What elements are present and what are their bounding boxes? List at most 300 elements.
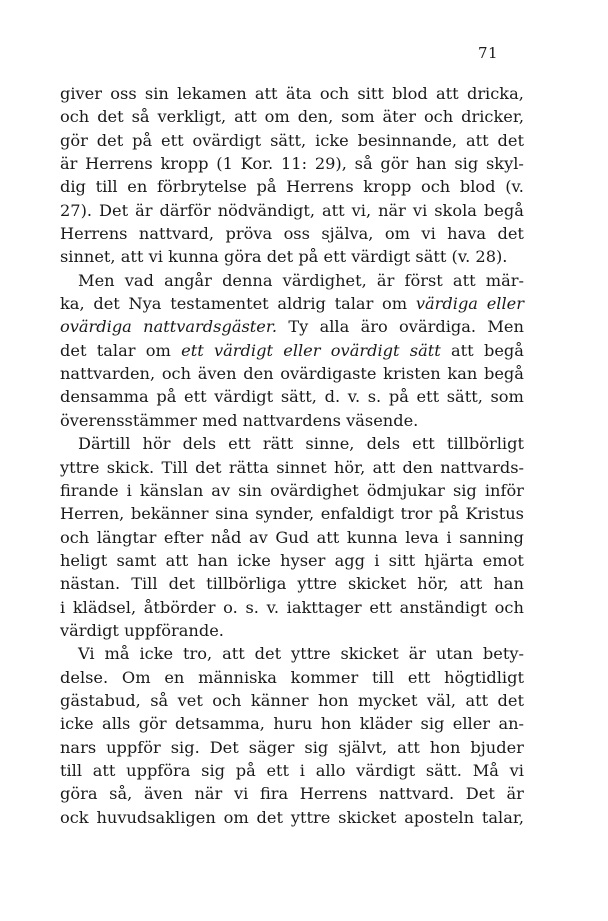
word: på [298, 247, 319, 267]
word: ovärdiga. [399, 317, 477, 337]
word: även [197, 364, 237, 384]
word: kropp [363, 177, 412, 197]
word: att [459, 574, 483, 594]
word: om [384, 224, 410, 244]
word: enfaldigt [320, 504, 394, 524]
italic-word: eller [486, 294, 524, 314]
word: ett [266, 760, 290, 780]
word: är [60, 154, 78, 174]
word: att [436, 84, 459, 103]
text-line [60, 572, 524, 595]
word: gör [380, 154, 409, 174]
word: Nya [128, 294, 162, 314]
word: blod [392, 84, 428, 103]
text-line [60, 782, 524, 805]
text-line [60, 409, 524, 432]
word: att [322, 200, 345, 220]
word: Ty [288, 317, 309, 337]
word: det [60, 340, 87, 360]
word: heligt [60, 550, 108, 570]
word: sitt [388, 550, 416, 570]
word: ett [228, 434, 251, 454]
word: bety- [482, 644, 524, 664]
word: på [388, 387, 409, 407]
word: uppför [106, 737, 161, 757]
word: vi [421, 224, 436, 244]
word: yttre [297, 574, 337, 594]
word: kan [447, 364, 478, 384]
word: att [465, 690, 489, 710]
word: huru [273, 714, 313, 734]
word: huvudsakligen [96, 807, 216, 827]
word: efter [163, 527, 204, 547]
text-line [60, 222, 524, 245]
word: ödmjukar [366, 480, 445, 500]
text-line [60, 385, 524, 408]
word: är [408, 644, 427, 664]
word: den [243, 364, 274, 384]
word: sina [215, 504, 249, 524]
word: ock [60, 807, 89, 827]
word: därför [159, 200, 211, 220]
word: i [126, 480, 132, 500]
text-line [60, 432, 524, 455]
word: inför [484, 480, 524, 500]
text-line [60, 175, 524, 198]
word: på [156, 387, 177, 407]
word: om [264, 107, 290, 127]
word: Men [487, 317, 524, 337]
word: är [376, 270, 395, 290]
word: dels [182, 434, 217, 454]
word: ovärdigaste [280, 364, 377, 384]
word: emot [482, 550, 524, 570]
word: alls [102, 714, 131, 734]
word: begå [483, 200, 524, 220]
word: det [497, 224, 524, 244]
word: ett [323, 247, 347, 267]
word: detsamma, [175, 714, 265, 734]
text-line [60, 736, 524, 759]
word: är [506, 784, 524, 804]
word: kunna [168, 247, 219, 267]
word: sinne, [305, 434, 355, 454]
word: väl, [426, 690, 457, 710]
word: 11: [280, 154, 308, 174]
word: sinnet [276, 457, 327, 477]
word: sig [452, 480, 477, 500]
word: hjärta [424, 550, 474, 570]
word: ett [161, 130, 184, 150]
word: skicket [340, 644, 399, 664]
word: sig [420, 714, 445, 734]
text-line [60, 245, 524, 268]
word: i [299, 760, 305, 780]
word: är [135, 200, 153, 220]
word: rätt [262, 434, 294, 454]
word: eller [452, 714, 491, 734]
text-line [60, 269, 524, 292]
word: talar, [481, 807, 524, 827]
word: människa [198, 667, 277, 687]
italic-word: nattvardsgäster. [143, 317, 277, 337]
word: ett [412, 434, 435, 454]
word: oss [283, 224, 310, 244]
word: det [256, 807, 283, 827]
word: i [60, 597, 66, 617]
word: att [222, 644, 245, 664]
word: fira [259, 784, 289, 804]
word: det [97, 107, 124, 127]
word: (1 [216, 154, 233, 174]
italic-word: sätt [409, 340, 441, 360]
word: (v. [505, 177, 524, 197]
word: tro, [183, 644, 213, 664]
word: yttre [291, 644, 331, 664]
word: längtar [96, 527, 157, 547]
word: aposteln [404, 807, 475, 827]
word: hyser [280, 550, 326, 570]
word: han [493, 574, 524, 594]
word: vet [177, 690, 203, 710]
word: Till [131, 574, 158, 594]
word: ovärdighet [270, 480, 359, 500]
text-line [60, 362, 524, 385]
word: s. [245, 597, 259, 617]
word: ka, [60, 294, 85, 314]
word: nattvarden, [60, 364, 156, 384]
word: till [60, 760, 83, 780]
word: att [452, 270, 476, 290]
text-line [60, 642, 524, 665]
word: uppföra [126, 760, 191, 780]
word: som [341, 107, 375, 127]
word: dig [60, 177, 86, 197]
word: så [150, 690, 169, 710]
word: firande [60, 480, 119, 500]
word: Om [121, 667, 151, 687]
word: så [354, 154, 373, 174]
word: alla [319, 317, 350, 337]
italic-word: värdiga [415, 294, 478, 314]
word: kommer [290, 667, 359, 687]
word: det [497, 690, 524, 710]
word: att [120, 247, 144, 267]
word: värdigt [351, 247, 411, 267]
word: delse. [60, 667, 109, 687]
word: ett [183, 387, 207, 407]
word: giver [60, 84, 103, 103]
word: väsende. [346, 410, 419, 430]
word: som [490, 387, 524, 407]
word: blod [459, 177, 496, 197]
word: vi [509, 760, 524, 780]
word: pröva [225, 224, 273, 244]
word: nars [60, 737, 97, 757]
word: känner [250, 690, 309, 710]
text-line [60, 502, 524, 525]
word: sitt [357, 84, 384, 103]
word: ett [369, 597, 392, 617]
word: tillbörliga [206, 574, 287, 594]
word: hava [447, 224, 487, 244]
word: så [131, 107, 150, 127]
word: till [95, 177, 118, 197]
word: det [93, 294, 120, 314]
word: nåd [210, 527, 242, 547]
word: gästabud, [60, 690, 141, 710]
word: även [143, 784, 183, 804]
text-line [60, 759, 524, 782]
word: icke [315, 130, 349, 150]
word: icke [139, 644, 174, 664]
word: av [248, 527, 268, 547]
word: Herrens [299, 784, 368, 804]
italic-word: ovärdiga [60, 317, 132, 337]
word: anständigt [399, 597, 487, 617]
word: på [235, 760, 256, 780]
word: begå [483, 340, 524, 360]
word: agg [334, 550, 365, 570]
word: att [372, 457, 396, 477]
word: mär- [485, 270, 524, 290]
word: uppförande. [124, 620, 224, 640]
word: Herrens [85, 154, 153, 174]
word: leva [405, 527, 439, 547]
word: densamma [60, 387, 149, 407]
word: icke [237, 550, 271, 570]
italic-word: eller [283, 340, 321, 360]
word: och [60, 527, 90, 547]
word: 27). [60, 200, 93, 220]
word: förbrytelse [156, 177, 247, 197]
word: nattvard. [378, 784, 455, 804]
word: angår [164, 270, 212, 290]
word: talar [96, 340, 136, 360]
word: sin [238, 480, 263, 500]
word: på [256, 177, 277, 197]
word: lekamen [177, 84, 247, 103]
word: sig [304, 737, 329, 757]
word: och [60, 107, 90, 127]
word: dels [366, 434, 401, 454]
word: Må [472, 760, 499, 780]
word: Gud [275, 527, 310, 547]
word: begå [483, 364, 524, 384]
word: tillbörligt [446, 434, 524, 454]
text-line [60, 152, 524, 175]
word: sätt, [270, 130, 307, 150]
word: att [316, 527, 340, 547]
text-line [60, 549, 524, 572]
word: aldrig [277, 294, 326, 314]
word: i [446, 527, 452, 547]
word: det [254, 644, 282, 664]
word: att [234, 107, 257, 127]
text-line [60, 596, 524, 619]
text-line [60, 456, 524, 479]
word: ett [407, 667, 431, 687]
word: vi [148, 247, 163, 267]
word: hör [142, 434, 171, 454]
word: det [497, 130, 524, 150]
word: Kor. [240, 154, 274, 174]
word: dricker, [461, 107, 524, 127]
word: 29), [314, 154, 347, 174]
word: nattvard, [138, 224, 215, 244]
word: och [494, 597, 524, 617]
word: 28). [475, 247, 508, 267]
text-line [60, 339, 524, 362]
word: sig [201, 760, 226, 780]
word: kropp [160, 154, 209, 174]
word: nödvändigt, [217, 200, 316, 220]
word: sätt [415, 247, 447, 267]
word: och [423, 107, 454, 127]
word: skicket [347, 574, 407, 594]
word: själva, [321, 224, 374, 244]
word: av [211, 480, 231, 500]
word: synder, [255, 504, 315, 524]
word: (v. [451, 247, 471, 267]
text-line [60, 82, 524, 105]
text-line [60, 479, 524, 502]
word: skyl- [485, 154, 524, 174]
word: att [165, 550, 189, 570]
word: det [266, 247, 294, 267]
word: skicket [338, 807, 397, 827]
word: och [420, 177, 451, 197]
word: högtidligt [444, 667, 524, 687]
word: bekänner [130, 504, 209, 524]
word: Till [161, 457, 188, 477]
italic-word: värdigt [214, 340, 273, 360]
word: besinnande, [357, 130, 458, 150]
word: till [372, 667, 395, 687]
word: sätt. [425, 760, 462, 780]
word: han [197, 550, 228, 570]
word: o. [223, 597, 238, 617]
word: kristen [383, 364, 441, 384]
word: v. [266, 597, 279, 617]
word: värdigt [356, 760, 416, 780]
word: nästan. [60, 574, 121, 594]
text-line [60, 712, 524, 735]
word: och [319, 84, 350, 103]
text-line [60, 129, 524, 152]
word: och [161, 364, 192, 384]
word: självt, [338, 737, 388, 757]
text-line [60, 689, 524, 712]
word: kunna [346, 527, 398, 547]
word: en [164, 667, 185, 687]
word: om [145, 340, 171, 360]
word: Kristus [465, 504, 524, 524]
word: dricka, [466, 84, 524, 103]
word: det [195, 457, 222, 477]
word: på [438, 504, 459, 524]
word: sanning [459, 527, 524, 547]
word: sig. [170, 737, 200, 757]
word: det [168, 574, 196, 594]
word: testamentet [170, 294, 269, 314]
text-line [60, 526, 524, 549]
word: utan [435, 644, 473, 664]
word: vi, [351, 200, 372, 220]
word: vi [412, 200, 428, 220]
word: iakttager [286, 597, 362, 617]
word: när [194, 784, 223, 804]
text-line [60, 292, 524, 315]
word: yttre [290, 807, 331, 827]
word: tror [400, 504, 433, 524]
word: den [402, 457, 433, 477]
word: Vi [78, 644, 95, 664]
text-line [60, 199, 524, 222]
word: sätt, [446, 387, 483, 407]
word: talar [334, 294, 374, 314]
word: gör [138, 714, 167, 734]
word: om [223, 807, 249, 827]
word: v. [347, 387, 361, 407]
word: att [465, 130, 489, 150]
word: ett [416, 387, 440, 407]
word: vi [233, 784, 249, 804]
word: hör, [333, 457, 366, 477]
word: värdigt [214, 387, 274, 407]
word: icke [60, 714, 94, 734]
word: gör [60, 130, 88, 150]
word: värdigt [60, 620, 119, 640]
text-line [60, 619, 524, 642]
word: säger [248, 737, 295, 757]
word: äta [285, 84, 312, 103]
word: äter [382, 107, 416, 127]
word: samt [116, 550, 157, 570]
word: allo [315, 760, 346, 780]
word: i [374, 550, 380, 570]
word: att [254, 84, 278, 103]
word: skola [434, 200, 477, 220]
word: ovärdigt [192, 130, 262, 150]
italic-word: ovärdigt [330, 340, 400, 360]
word: sätt, [280, 387, 317, 407]
word: hon [317, 690, 349, 710]
word: att [92, 760, 116, 780]
word: hon [429, 737, 461, 757]
word: göra [224, 247, 262, 267]
word: rätta [228, 457, 269, 477]
word: yttre [60, 457, 100, 477]
word: och [212, 690, 242, 710]
word: att [397, 737, 420, 757]
word: så, [109, 784, 133, 804]
word: nattvards- [440, 457, 524, 477]
text-line [60, 105, 524, 128]
word: om [382, 294, 408, 314]
word: göra [60, 784, 98, 804]
word: Herrens [60, 224, 128, 244]
word: äro [360, 317, 388, 337]
text-line [60, 315, 524, 338]
word: Men [78, 270, 115, 290]
word: Herrens [286, 177, 354, 197]
word: på [132, 130, 153, 150]
word: an- [498, 714, 524, 734]
word: med [202, 410, 238, 430]
word: att [451, 340, 474, 360]
body-text [60, 82, 524, 829]
